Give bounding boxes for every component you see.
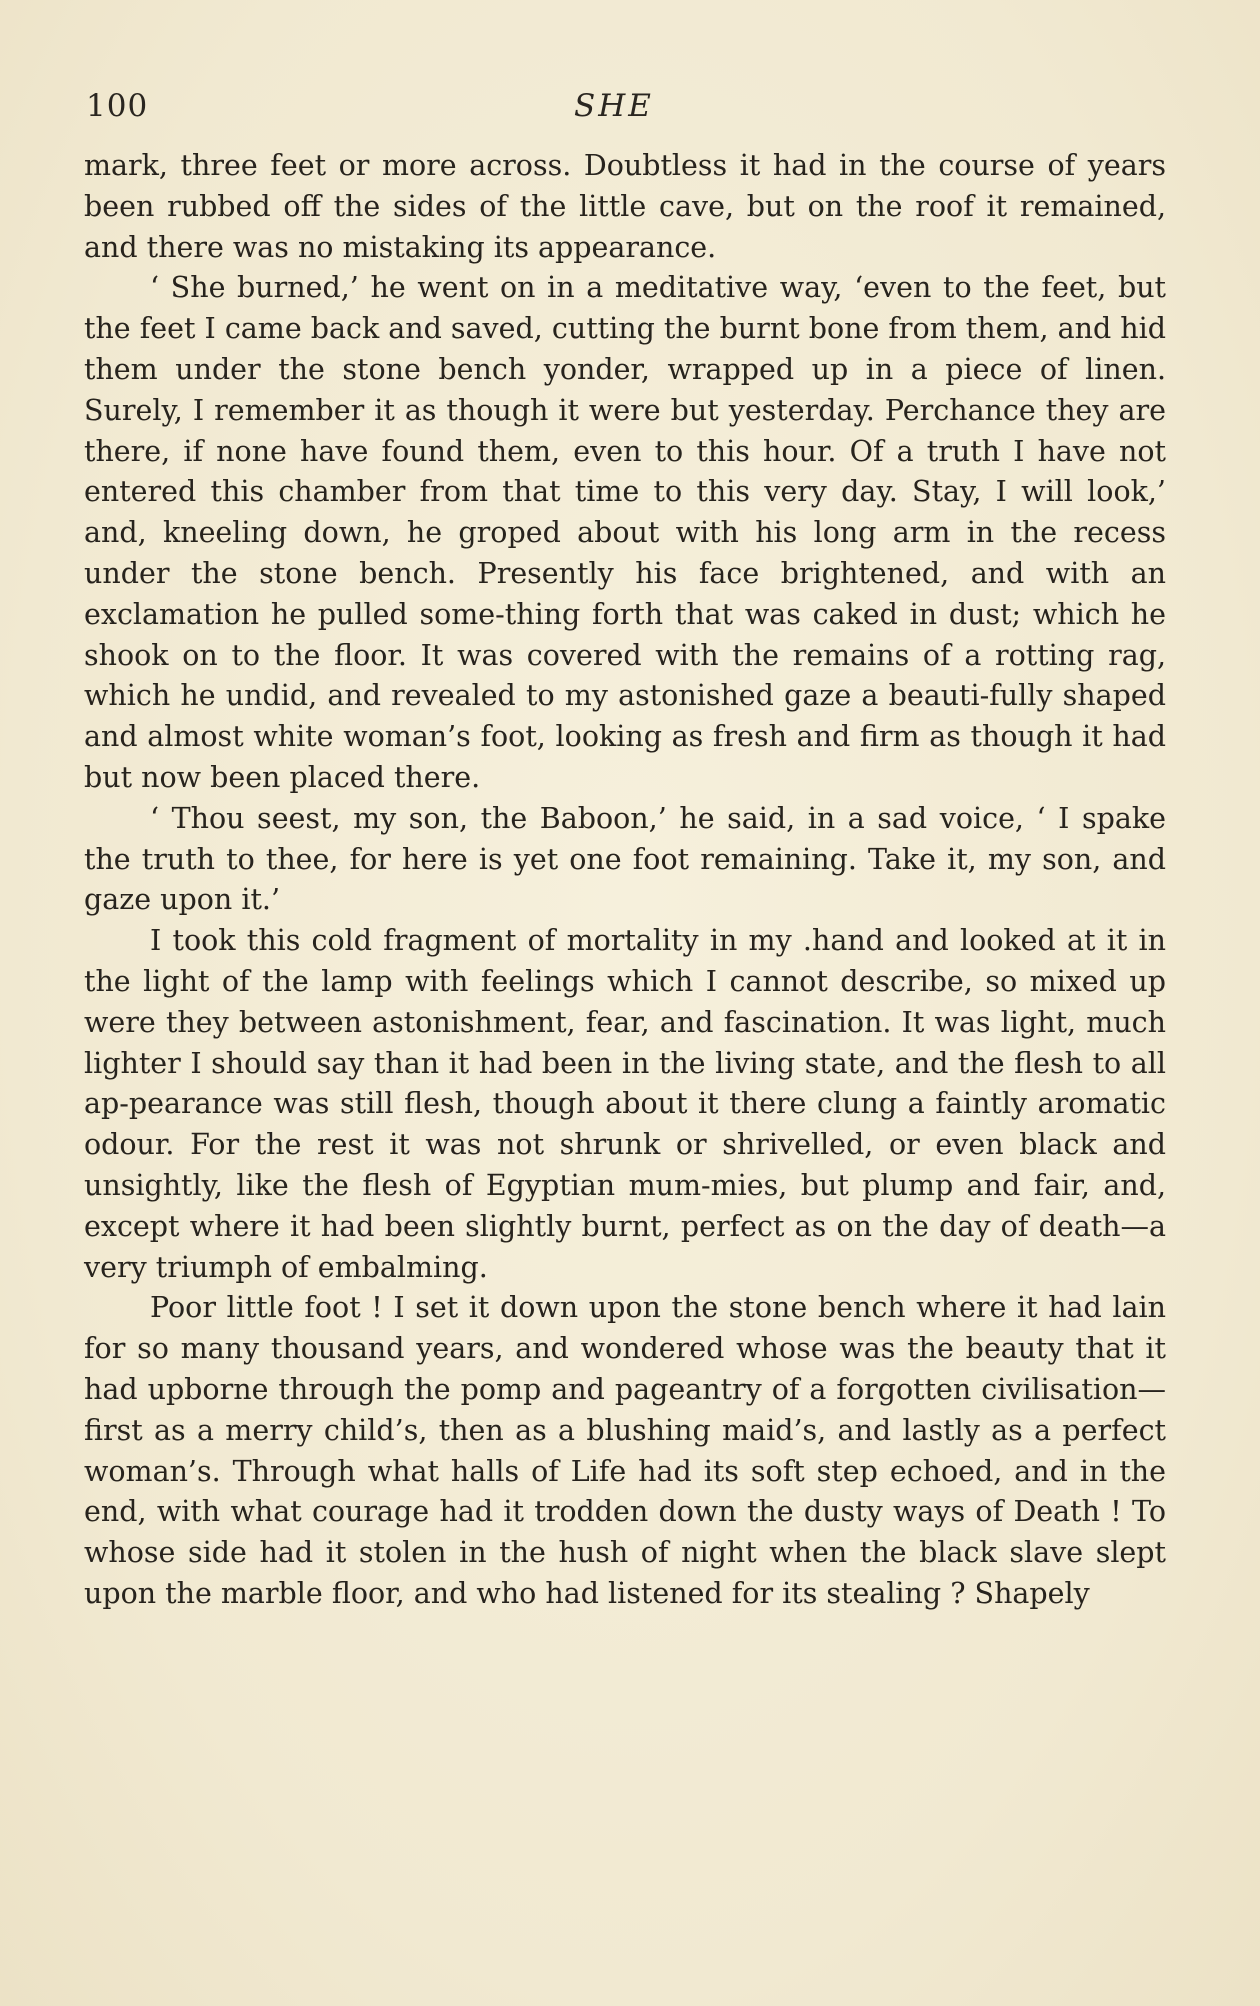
paragraph: ‘ Thou seest, my son, the Baboon,’ he said, in a sad voice, ‘ I spake the truth to thee, for here is yet one foot remaining. Take it, my son, and gaze upon it.’ xyxy=(84,801,1166,917)
paragraph: Poor little foot ! I set it down upon the stone bench where it had lain for so many thousand years, and wondered whose was the beauty that it had upborne through the pomp and pageantry of a forgotten civilisation—first as a merry child’s, then as a blushing maid’s, and lastly as a perfect woman’s. Through what halls of Life had its soft step echoed, and in the end, with what courage had it trodden down the dusty ways of Death ! To whose side had it stolen in the hush of night when the black slave slept upon the marble floor, and who had listened for its stealing ? Shapely xyxy=(84,1291,1166,1610)
paragraph: ‘ She burned,’ he went on in a meditative way, ‘even to the feet, but the feet I came back and saved, cutting the burnt bone from them, and hid them under the stone bench yonder, wrapped up in a piece of linen. Surely, I remember it as though it were but yesterday. Perchance they are there, if none have found them, even to this hour. Of a truth I have not entered this chamber from that time to this very day. Stay, I will look,’ and, kneeling down, he groped about with his long arm in the recess under the stone bench. Presently his face brightened, and with an exclamation he pulled some-thing forth that was caked in dust; which he shook on to the floor. It was covered with the remains of a rotting rag, which he undid, and revealed to my astonished gaze a beauti-fully shaped and almost white woman’s foot, looking as fresh and firm as though it had but now been placed there. xyxy=(84,271,1166,794)
page-number: 100 xyxy=(86,88,149,124)
paragraph-continuation: mark, three feet or more across. Doubtless it had in the course of years been rubbed off the sides of the little cave, but on the roof it remained, and there was no mistaking its appearance. xyxy=(84,149,1166,264)
running-title: SHE xyxy=(574,88,654,124)
page-header xyxy=(86,88,1166,132)
paragraph: I took this cold fragment of mortality in my .hand and looked at it in the light of the lamp with feelings which I cannot describe, so mixed up were they between astonishment, fear, and fascination. It was light, much lighter I should say than it had been in the living state, and the flesh to all ap-pearance was still flesh, though about it there clung a faintly aromatic odour. For the rest it was not shrunk or shrivelled, or even black and unsightly, like the flesh of Egyptian mum-mies, but plump and fair, and, except where it had been slightly burnt, perfect as on the day of death—a very triumph of embalming. xyxy=(84,924,1166,1284)
body-text xyxy=(84,146,1166,1615)
